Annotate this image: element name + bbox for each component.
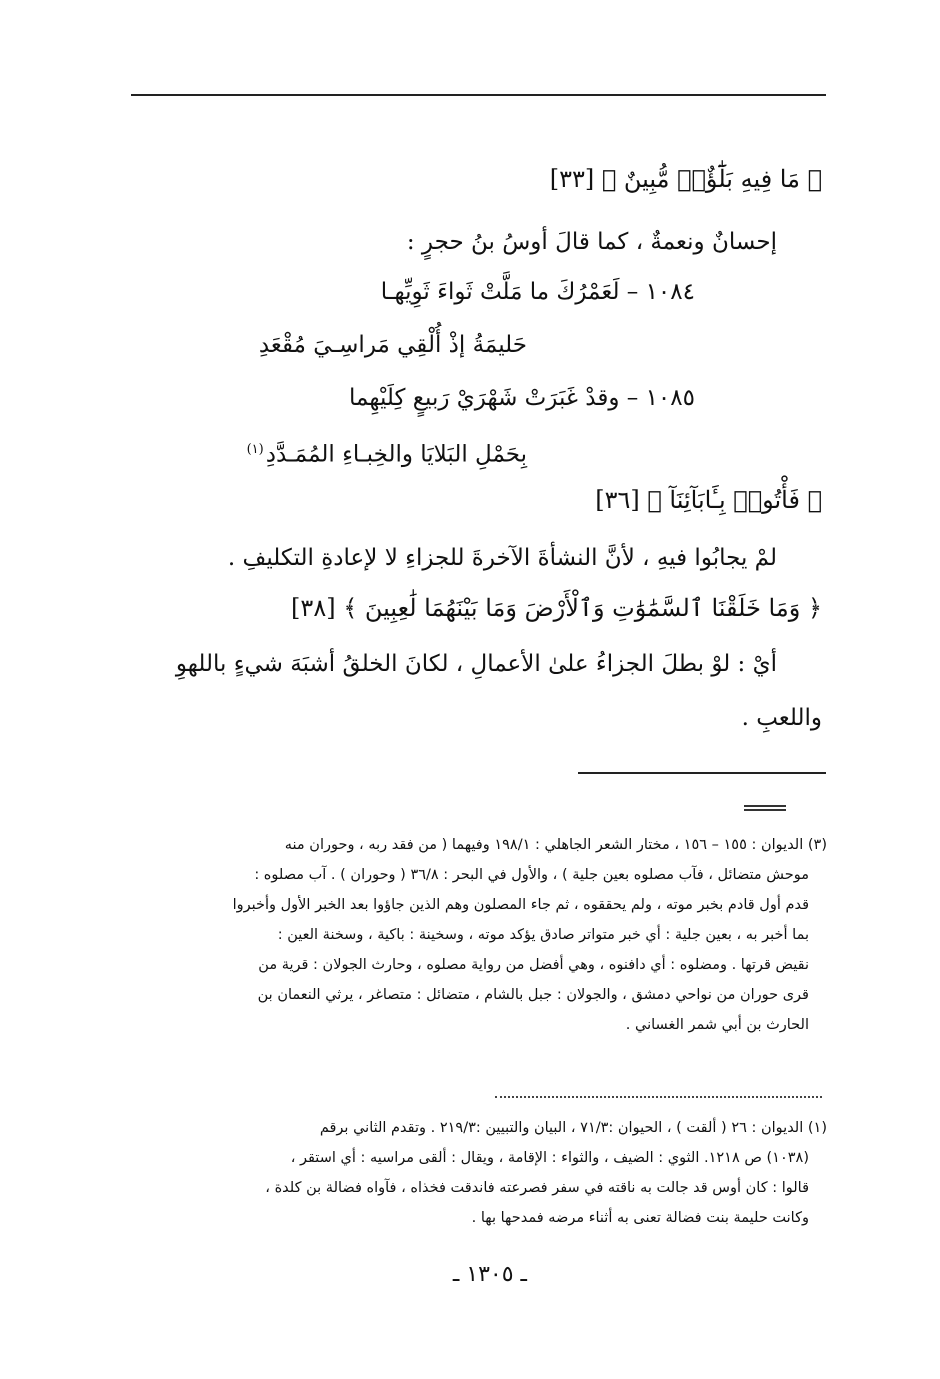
- footnote-3: [122, 830, 827, 1040]
- poem-line-1085-second: [247, 434, 527, 471]
- footnote-line: قدم أول قادم بخبر موته ، ولم يحققوه ، ثم جاء المصلون وهم الذين جاؤوا بعد الخبر الأول وأخبروا: [232, 897, 809, 913]
- page-number: ـ ١٣٠٥ ـ: [452, 1262, 527, 1287]
- paragraph-meaning-line2: واللعبِ .: [741, 705, 822, 731]
- poem-line-1084-first: ١٠٨٤ – لَعَمْرُكَ ما مَلَّتْ ثَواءَ ثَوِيِّهـا: [380, 279, 695, 305]
- footnote-line: نقيض قرتها . ومضلوه : أي دافنوه ، وهي أفضل من رواية مصلوه ، وحارث الجولان : قرية من: [258, 957, 809, 973]
- paragraph-explanation: لمْ يجابُوا فيهِ ، لأنَّ النشأةَ الآخرةَ للجزاءِ لا لإعادةِ التكليفِ .: [227, 545, 777, 571]
- footnote-1: [122, 1113, 827, 1233]
- verse-ref-33: ﴿ مَا فِيهِ بَلَٰٓؤٌا۟ مُّبِينٌ ﴾ [٣٣]: [549, 165, 822, 193]
- footnote-double-rule: [744, 805, 786, 811]
- footnote-line: وكانت حليمة بنت فضالة تعنى به أثناء مرضه فمدحها بها .: [471, 1210, 809, 1226]
- verse-ref-38: ﴿ وَمَا خَلَقْنَا ٱلسَّمَٰوَٰتِ وَٱلْأَرْضَ وَمَا بَيْنَهُمَا لَٰعِبِينَ ﴾ [٣٨]: [291, 594, 822, 622]
- paragraph-meaning-line1: أيْ : لوْ بطلَ الجزاءُ علىٰ الأعمالِ ، لكانَ الخلقُ أشبَهَ شيءٍ باللهوِ: [175, 651, 777, 677]
- poem-line-1084-second: حَليمَةُ إذْ أُلْقِي مَراسِـيَ مُقْعَدِ: [258, 332, 527, 358]
- footnote-line: قالوا : كان أوس قد جالت به ناقته في سفر فصرعته فاندقت فخذاه ، فآواه فضالة بن كلدة ،: [265, 1180, 809, 1196]
- footnote-line: (١٠٣٨) ص ١٢١٨. الثوي : الضيف ، والثواء : الإقامة ، ويقال : ألقى مراسيه : أي استقر ،: [290, 1150, 809, 1166]
- footnote-line: موحش متضائل ، فآب مصلوه بعين جلية ) ، والأول في البحر : ٣٦/٨ ( وحوران ) . آب مصلوه :: [254, 867, 809, 883]
- header-rule: [131, 94, 826, 96]
- paragraph-intro: إحسانٌ ونعمةٌ ، كما قالَ أوسُ بنُ حجرٍ :: [406, 229, 777, 255]
- poem-line-1085-first: ١٠٨٥ – وقدْ غَبَرَتْ شَهْرَيْ رَبيعٍ كِلَيْهِما: [349, 385, 695, 411]
- footnote-marker: (١): [246, 442, 264, 457]
- footnote-line: (٣) الديوان : ١٥٥ – ١٥٦ ، مختار الشعر الجاهلي : ١٩٨/١ وفيهما ( من فقد ربه ، وحوران منه: [284, 837, 827, 853]
- verse-ref-36: ﴿ فَأْتُوا۟ بِـَٔابَآئِنَآ ﴾ [٣٦]: [595, 486, 822, 514]
- footnote-line: الحارث بن أبي شمر الغساني .: [625, 1017, 809, 1033]
- footnote-dotted-separator: [495, 1096, 822, 1098]
- footnote-rule: [578, 772, 826, 774]
- poem-line-text: بِحَمْلِ البَلايَا والخِبـاءِ المُمَـدَّدِ: [265, 441, 527, 468]
- footnote-line: (١) الديوان : ٢٦ ( ألقت ) ، الحيوان :٧١/٣ ، البيان والتبيين :٢١٩/٣ . وتقدم الثاني برقم: [319, 1120, 827, 1136]
- footnote-line: بما أخبر به ، بعين جلية : أي خبر متواتر صادق يؤكد موته ، وسخينة : باكية ، وسخنة العين :: [277, 927, 809, 943]
- footnote-line: قرى حوران من نواحي دمشق ، والجولان : جبل بالشام ، متضائل : متصاغر ، يرثي النعمان بن: [257, 987, 809, 1003]
